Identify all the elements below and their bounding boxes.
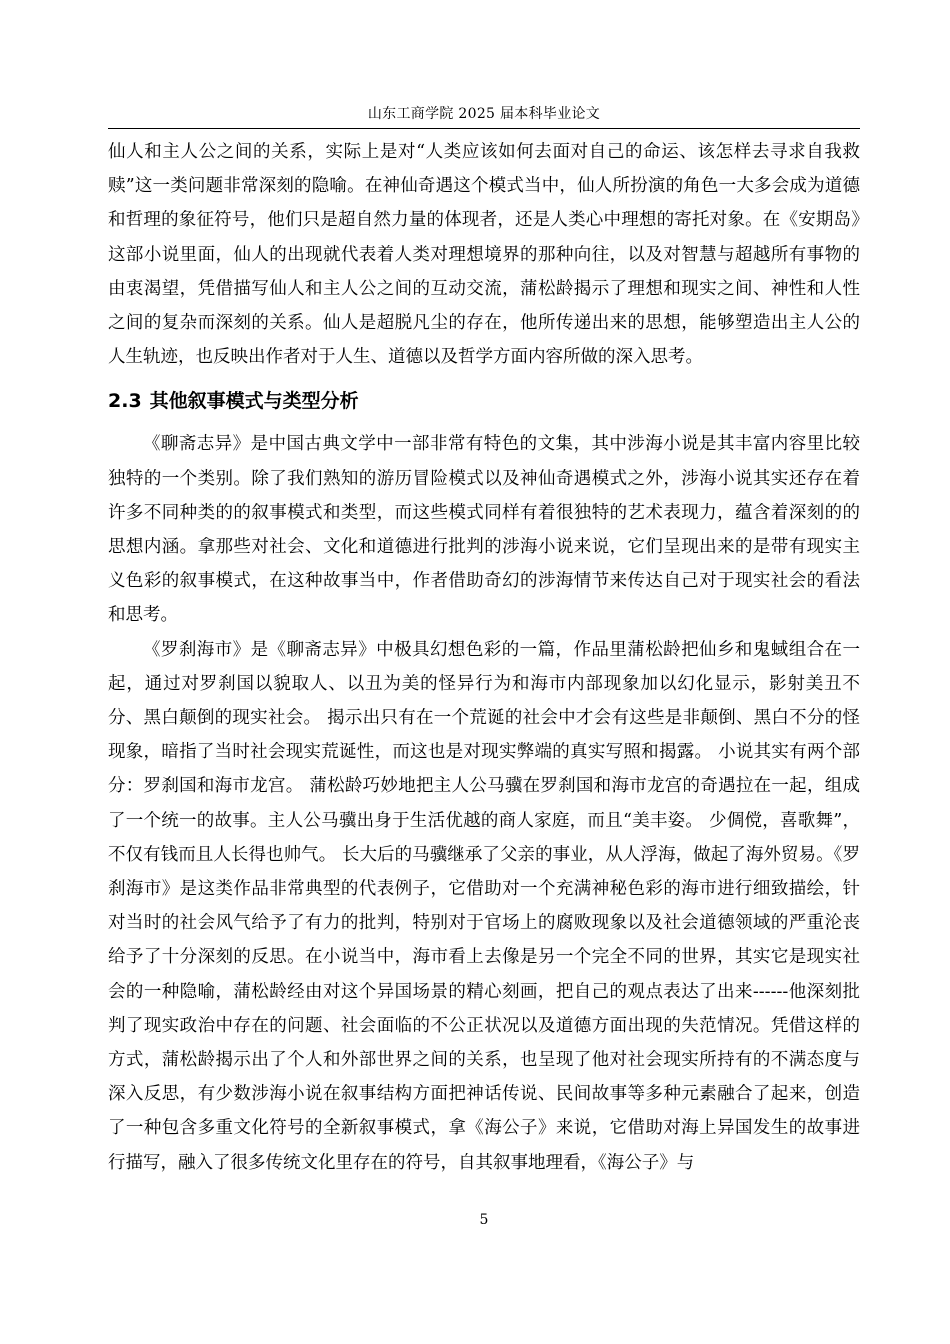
- section-number: 2.3: [108, 390, 142, 413]
- paragraph: 《聊斋志异》是中国古典文学中一部非常有特色的文集，其中涉海小说是其丰富内容里比较独特的一个类别。除了我们熟知的游历冒险模式以及神仙奇遇模式之外，涉海小说其实还存在着许多不同种类的的叙事模式和类型，而这些模式同样有着很独特的艺术表现力，蕴含着深刻的的思想内涵。拿那些对社会、文化和道德进行批判的涉海小说来说，它们呈现出来的是带有现实主义色彩的叙事模式，在这种故事当中，作者借助奇幻的涉海情节来传达自己对于现实社会的看法和思考。: [108, 434, 860, 626]
- section-title: 其他叙事模式与类型分析: [149, 390, 359, 413]
- running-header: 山东工商学院 2025 届本科毕业论文: [367, 106, 601, 122]
- paragraph: 《罗刹海市》是《聊斋志异》中极具幻想色彩的一篇，作品里蒲松龄把仙乡和鬼蜮组合在一起，通过对罗刹国以貌取人、以丑为美的怪异行为和海市内部现象加以幻化显示，影射美丑不分、黑白颠倒的现实社会。 揭示出只有在一个荒诞的社会中才会有这些是非颠倒、黑白不分的怪现象，暗指了当时社会现实荒诞性，而这也是对现实弊端的真实写照和揭露。 小说其实有两个部分：罗刹国和海市龙宫。 蒲松龄巧妙地把主人公马骥在罗刹国和海市龙宫的奇遇拉在一起，组成了一个统一的故事。主人公马骥出身于生活优越的商人家庭，而且“美丰姿。 少倜傥，喜歌舞”，不仅有钱而且人长得也帅气。 长大后的马骥继承了父亲的事业，从人浮海，做起了海外贸易。《罗刹海市》是这类作品非常典型的代表例子，它借助对一个充满神秘色彩的海市进行细致描绘，针对当时的社会风气给予了有力的批判，特别对于官场上的腐败现象以及社会道德领域的严重沦丧给予了十分深刻的反思。在小说当中，海市看上去像是另一个完全不同的世界，其实它是现实社会的一种隐喻，蒲松龄经由对这个异国场景的精心刻画，把自己的观点表达了出来------他深刻批判了现实政治中存在的问题、社会面临的不公正状况以及道德方面出现的失范情况。凭借这样的方式，蒲松龄揭示出了个人和外部世界之间的关系，也呈现了他对社会现实所持有的不满态度与深入反思，有少数涉海小说在叙事结构方面把神话传说、民间故事等多种元素融合了起来，创造了一种包含多重文化符号的全新叙事模式，拿《海公子》来说，它借助对海上异国发生的故事进行描写，融入了很多传统文化里存在的符号，自其叙事地理看，《海公子》与: [108, 639, 860, 1173]
- paragraph-continued: 仙人和主人公之间的关系，实际上是对“人类应该如何去面对自己的命运、该怎样去寻求自我救赎”这一类问题非常深刻的隐喻。在神仙奇遇这个模式当中，仙人所扮演的角色一大多会成为道德和哲理的象征符号，他们只是超自然力量的体现者，还是人类心中理想的寄托对象。在《安期岛》这部小说里面，仙人的出现就代表着人类对理想境界的那种向往，以及对智慧与超越所有事物的由衷渴望，凭借描写仙人和主人公之间的互动交流，蒲松龄揭示了理想和现实之间、神性和人性之间的复杂而深刻的关系。仙人是超脱凡尘的存在，他所传递出来的思想，能够塑造出主人公的人生轨迹，也反映出作者对于人生、道德以及哲学方面内容所做的深入思考。: [108, 142, 860, 368]
- body-text: [108, 135, 860, 1180]
- header-divider: [108, 128, 860, 129]
- page-number: 5: [479, 1212, 489, 1228]
- section-heading: [108, 381, 860, 421]
